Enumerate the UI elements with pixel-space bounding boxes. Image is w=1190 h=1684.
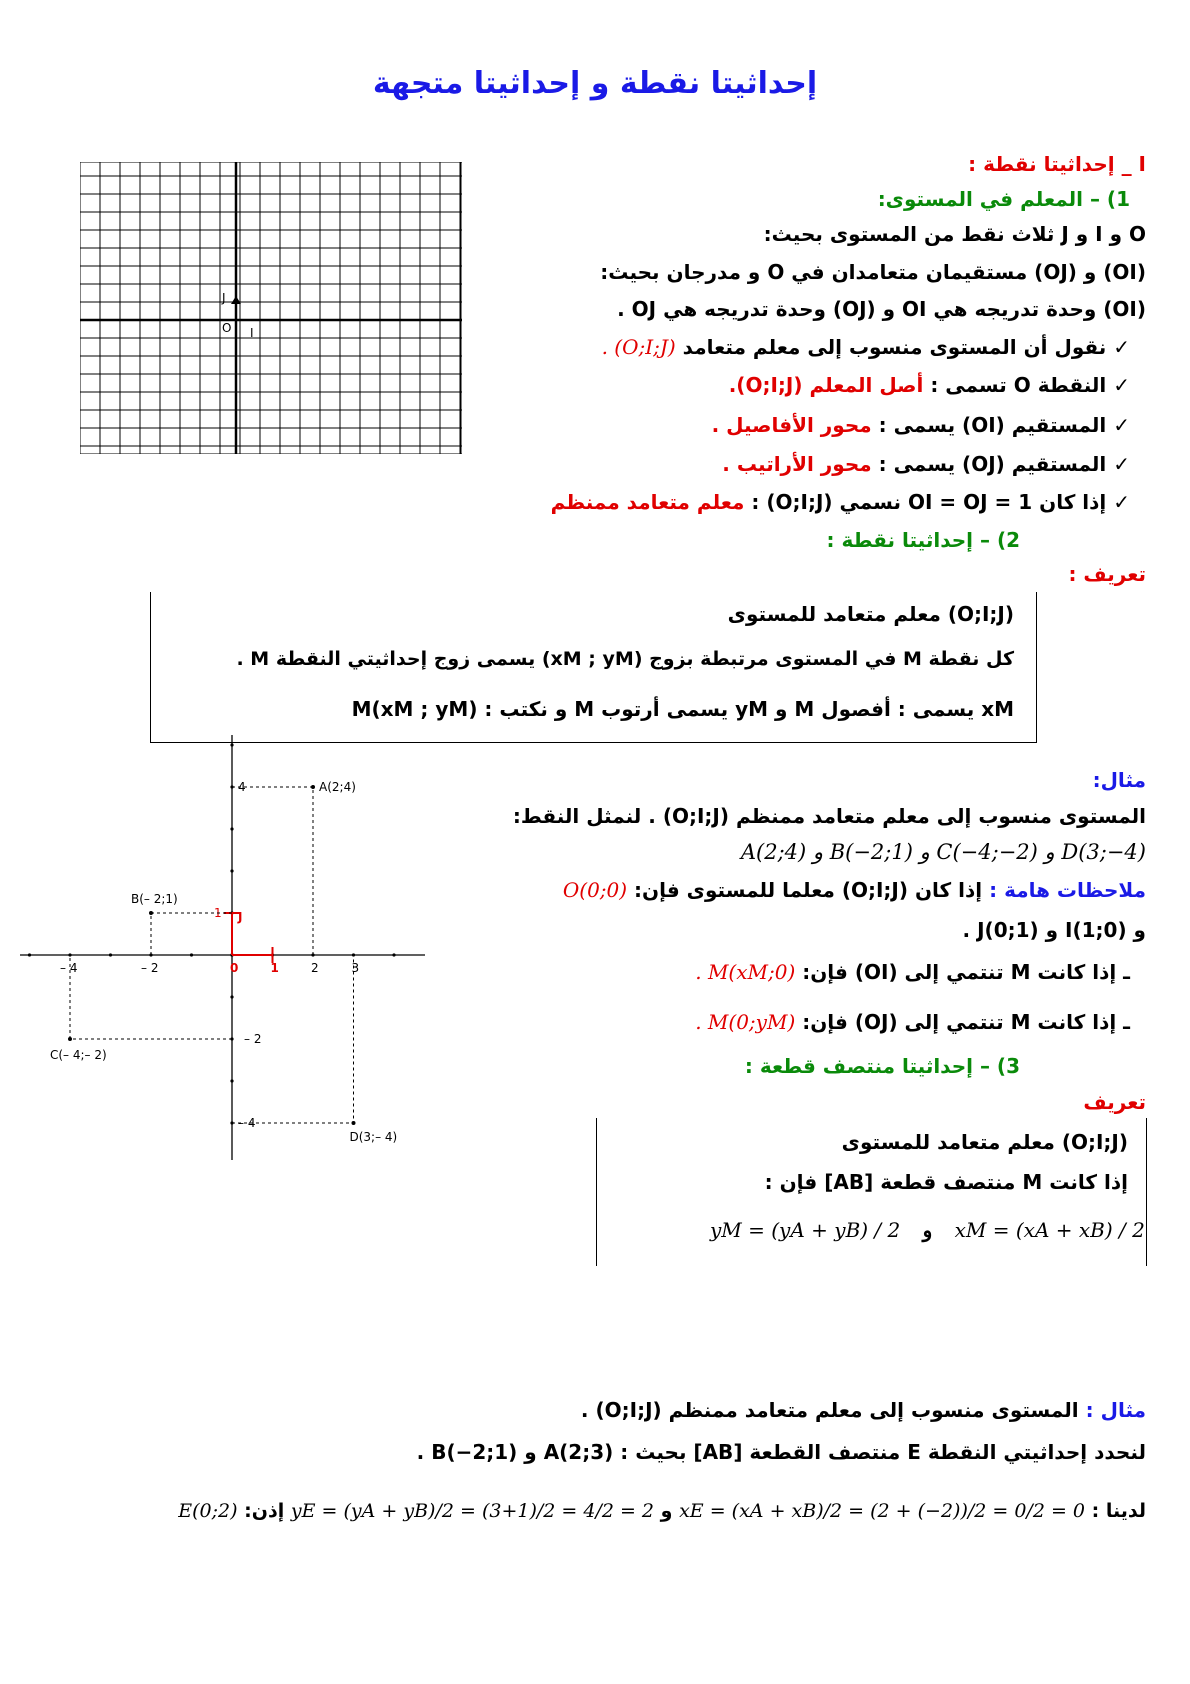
y-tick-dot	[230, 827, 233, 830]
formula-x: xM = (xA + xB) / 2	[954, 1218, 1145, 1242]
example2-label: مثال :	[1085, 1398, 1146, 1422]
def1-line1: (O;I;J) معلم متعامد للمستوى	[727, 602, 1014, 626]
line8-red: معلم متعامد ممنظم	[550, 490, 745, 514]
notes-label: ملاحظات هامة :	[989, 878, 1146, 902]
example1-line4: و I(1;0) و J(0;1) .	[962, 918, 1146, 942]
section1-line2: (OI) و (OJ) مستقيمان متعامدان في O و مدرجان بحيث:	[600, 260, 1146, 284]
x-tick-dot	[68, 953, 71, 956]
x-tick-dot	[28, 953, 31, 956]
line6-red: محور الأفاصيل .	[711, 413, 872, 437]
definition-label-1: تعريف :	[1068, 562, 1146, 586]
example1-line5	[695, 960, 1130, 984]
point-label: B(– 2;1)	[131, 892, 178, 906]
def2-line1: (O;I;J) معلم متعامد للمستوى	[841, 1130, 1128, 1154]
section1-line7	[722, 452, 1130, 476]
section1-line4	[602, 335, 1130, 359]
x-tick-dot	[392, 953, 395, 956]
line6-result: M(0;yM) .	[695, 1010, 796, 1034]
section-1-heading: I _ إحداثيتا نقطة :	[968, 152, 1146, 176]
line5-result: M(xM;0) .	[695, 960, 796, 984]
section1-line6	[712, 413, 1130, 437]
point-label: A(2;4)	[319, 780, 356, 794]
y-tick-label: – 2	[244, 1032, 262, 1046]
notes-text: إذا كان (O;I;J) معلما للمستوى فإن:	[634, 878, 983, 902]
point-marker	[311, 785, 315, 789]
formula-and: و	[922, 1218, 933, 1242]
midpoint-formulas	[710, 1218, 1145, 1242]
projection-line	[232, 787, 313, 955]
section1-line3: (OI) وحدة تدريجه هي OI و (OJ) وحدة تدريجه هي OJ .	[617, 297, 1146, 321]
section1-line5	[729, 373, 1130, 397]
formula-y: yM = (yA + yB) / 2	[710, 1218, 901, 1242]
def1-line3: xM يسمى : أفصول M و yM يسمى أرتوب M و نكتب : M(xM ; yM)	[351, 697, 1014, 721]
example2-calc-and: و	[660, 1500, 673, 1522]
line7-text: ✓ المستقيم (OJ) يسمى :	[878, 452, 1130, 476]
example1-line1: المستوى منسوب إلى معلم متعامد ممنظم (O;I;J) . لنمثل النقط:	[512, 804, 1146, 828]
line6-cond: ـ إذا كانت M تنتمي إلى (OJ) فإن:	[802, 1010, 1130, 1034]
x-tick-label: – 4	[60, 961, 78, 975]
line6-text: ✓ المستقيم (OI) يسمى :	[878, 413, 1130, 437]
example2-text: المستوى منسوب إلى معلم متعامد ممنظم (O;I;J) .	[580, 1398, 1079, 1422]
y-tick-label: 1	[214, 906, 222, 920]
example1-line2: D(3;−4) و C(−4;−2) و B(−2;1) و A(2;4)	[740, 840, 1146, 864]
example2-line2: لنحدد إحداثيتي النقطة E منتصف القطعة [AB] بحيث : A(2;3) و B(−2;1) .	[416, 1440, 1146, 1464]
def2-line2: إذا كانت M منتصف قطعة [AB] فإن :	[764, 1170, 1128, 1194]
plot-j-label: J	[238, 910, 243, 924]
point-label: D(3;– 4)	[349, 1130, 398, 1144]
example2-calc-x: xE = (xA + xB)/2 = (2 + (−2))/2 = 0/2 = 0	[679, 1500, 1086, 1522]
x-tick-label: 3	[351, 961, 360, 975]
y-tick-dot	[230, 995, 233, 998]
y-tick-dot	[230, 869, 233, 872]
grid-label-i: I	[250, 326, 254, 340]
x-tick-label: – 2	[141, 961, 159, 975]
notes-red: O(0;0)	[562, 878, 628, 902]
line5-red: أصل المعلم (O;I;J).	[728, 373, 924, 397]
point-marker	[68, 1037, 72, 1041]
x-tick-label: 2	[311, 961, 319, 975]
example1-notes	[563, 878, 1146, 902]
example2-result: E(0;2)	[178, 1500, 238, 1522]
y-tick-dot	[230, 1079, 233, 1082]
subsection-1-heading: 1) – المعلم في المستوى:	[877, 187, 1130, 211]
x-tick-label: 0	[230, 961, 239, 975]
def1-line2: كل نقطة M في المستوى مرتبطة بزوج (xM ; yM) يسمى زوج إحداثيتي النقطة M .	[236, 648, 1014, 670]
point-label: C(– 4;– 2)	[50, 1048, 107, 1062]
y-tick-label: 4	[238, 780, 246, 794]
example2-line3	[178, 1500, 1146, 1522]
example1-label: مثال:	[1092, 768, 1146, 792]
point-marker	[149, 911, 153, 915]
grid-label-o: O	[222, 321, 232, 335]
example1-line6	[695, 1010, 1130, 1034]
grid-label-j: J	[222, 291, 226, 305]
section1-line8	[551, 490, 1130, 514]
example2-line1	[581, 1398, 1146, 1422]
point-marker	[352, 1121, 356, 1125]
example2-calc-y: yE = (yA + yB)/2 = (3+1)/2 = 4/2 = 2	[290, 1500, 655, 1522]
page-title: إحداثيتا نقطة و إحداثيتا متجهة	[372, 66, 818, 101]
example2-calc-label: لدينا :	[1091, 1500, 1146, 1522]
subsection-2-heading: 2) – إحداثيتا نقطة :	[826, 528, 1020, 552]
example2-calc-then: إذن:	[244, 1500, 285, 1522]
y-tick-dot	[230, 743, 233, 746]
y-tick-label: – 4	[238, 1116, 256, 1130]
blank-grid-figure	[80, 162, 462, 454]
line4-text: ✓ نقول أن المستوى منسوب إلى معلم متعامد	[682, 335, 1130, 359]
line4-math: (O;I;J) .	[601, 335, 676, 359]
coordinate-plot	[20, 735, 450, 1160]
section1-line1: O و I و J ثلاث نقط من المستوى بحيث:	[763, 222, 1146, 246]
line7-red: محور الأراتيب .	[722, 452, 872, 476]
line5-cond: ـ إذا كانت M تنتمي إلى (OI) فإن:	[802, 960, 1130, 984]
x-tick-label: 1	[270, 961, 279, 975]
subsection-3-heading: 3) – إحداثيتا منتصف قطعة :	[744, 1054, 1020, 1078]
x-tick-dot	[190, 953, 193, 956]
line5-text: ✓ النقطة O تسمى :	[930, 373, 1130, 397]
x-tick-dot	[109, 953, 112, 956]
definition-label-2: تعريف	[1083, 1090, 1146, 1114]
line8-text: ✓ إذا كان OI = OJ = 1 نسمي (O;I;J) :	[751, 490, 1130, 514]
